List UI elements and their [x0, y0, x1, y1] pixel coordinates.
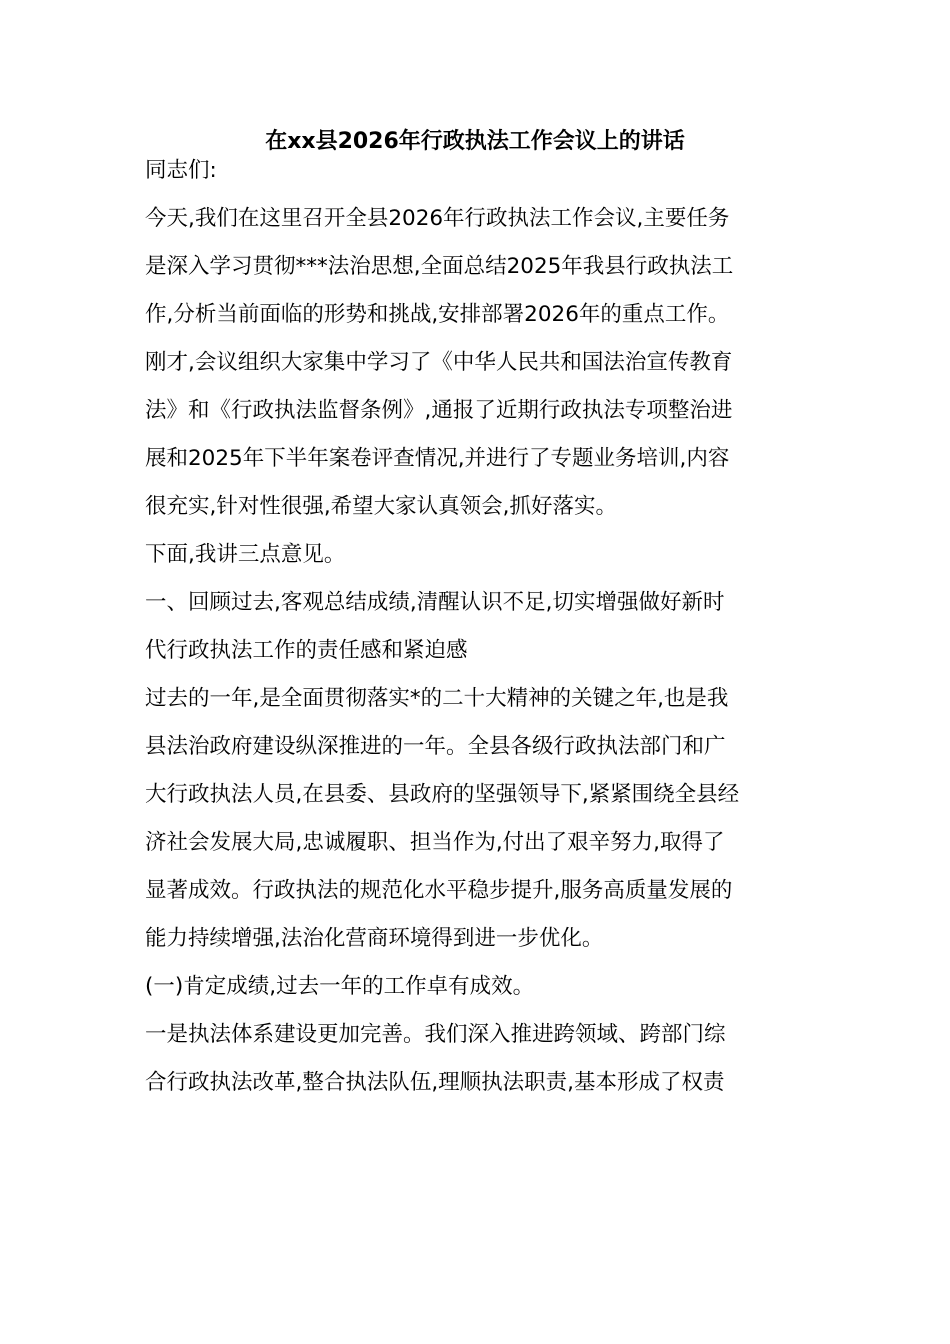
paragraph-system-building — [145, 1011, 810, 1107]
subsection-heading-one — [145, 963, 810, 1011]
text-line: 法》和《行政执法监督条例》,通报了近期行政执法专项整治进 — [145, 398, 733, 423]
text-line: 代行政执法工作的责任感和紧迫感 — [145, 638, 468, 663]
text-line: 一、回顾过去,客观总结成绩,清醒认识不足,切实增强做好新时 — [145, 590, 725, 615]
text-line: 作,分析当前面临的形势和挑战,安排部署2026年的重点工作。 — [145, 302, 730, 327]
text-line: 合行政执法改革,整合执法队伍,理顺执法职责,基本形成了权责 — [145, 1070, 725, 1095]
text-line: 能力持续增强,法治化营商环境得到进一步优化。 — [145, 926, 604, 951]
text-line: 大行政执法人员,在县委、县政府的坚强领导下,紧紧围绕全县经 — [145, 782, 740, 807]
text-line: 一是执法体系建设更加完善。我们深入推进跨领域、跨部门综 — [145, 1022, 726, 1047]
document-title: 在xx县2026年行政执法工作会议上的讲话 — [265, 129, 685, 154]
paragraph-three-points — [145, 531, 810, 579]
document-body — [145, 147, 810, 1107]
text-line: 下面,我讲三点意见。 — [145, 542, 346, 567]
text-line: 济社会发展大局,忠诚履职、担当作为,付出了艰辛努力,取得了 — [145, 830, 725, 855]
text-line: 同志们: — [145, 158, 217, 183]
section-heading-one — [145, 579, 810, 675]
paragraph-past-year — [145, 675, 810, 963]
text-line: 显著成效。行政执法的规范化水平稳步提升,服务高质量发展的 — [145, 878, 733, 903]
paragraph-intro — [145, 195, 810, 339]
text-line: 今天,我们在这里召开全县2026年行政执法工作会议,主要任务 — [145, 206, 730, 231]
paragraph-study — [145, 339, 810, 531]
text-line: 刚才,会议组织大家集中学习了《中华人民共和国法治宣传教育 — [145, 350, 733, 375]
text-line: 很充实,针对性很强,希望大家认真领会,抓好落实。 — [145, 494, 618, 519]
text-line: 是深入学习贯彻***法治思想,全面总结2025年我县行政执法工 — [145, 254, 734, 279]
text-line: 展和2025年下半年案卷评查情况,并进行了专题业务培训,内容 — [145, 446, 730, 471]
text-line: (一)肯定成绩,过去一年的工作卓有成效。 — [145, 974, 535, 999]
paragraph-salutation — [145, 147, 810, 195]
text-line: 过去的一年,是全面贯彻落实*的二十大精神的关键之年,也是我 — [145, 686, 729, 711]
text-line: 县法治政府建设纵深推进的一年。全县各级行政执法部门和广 — [145, 734, 726, 759]
